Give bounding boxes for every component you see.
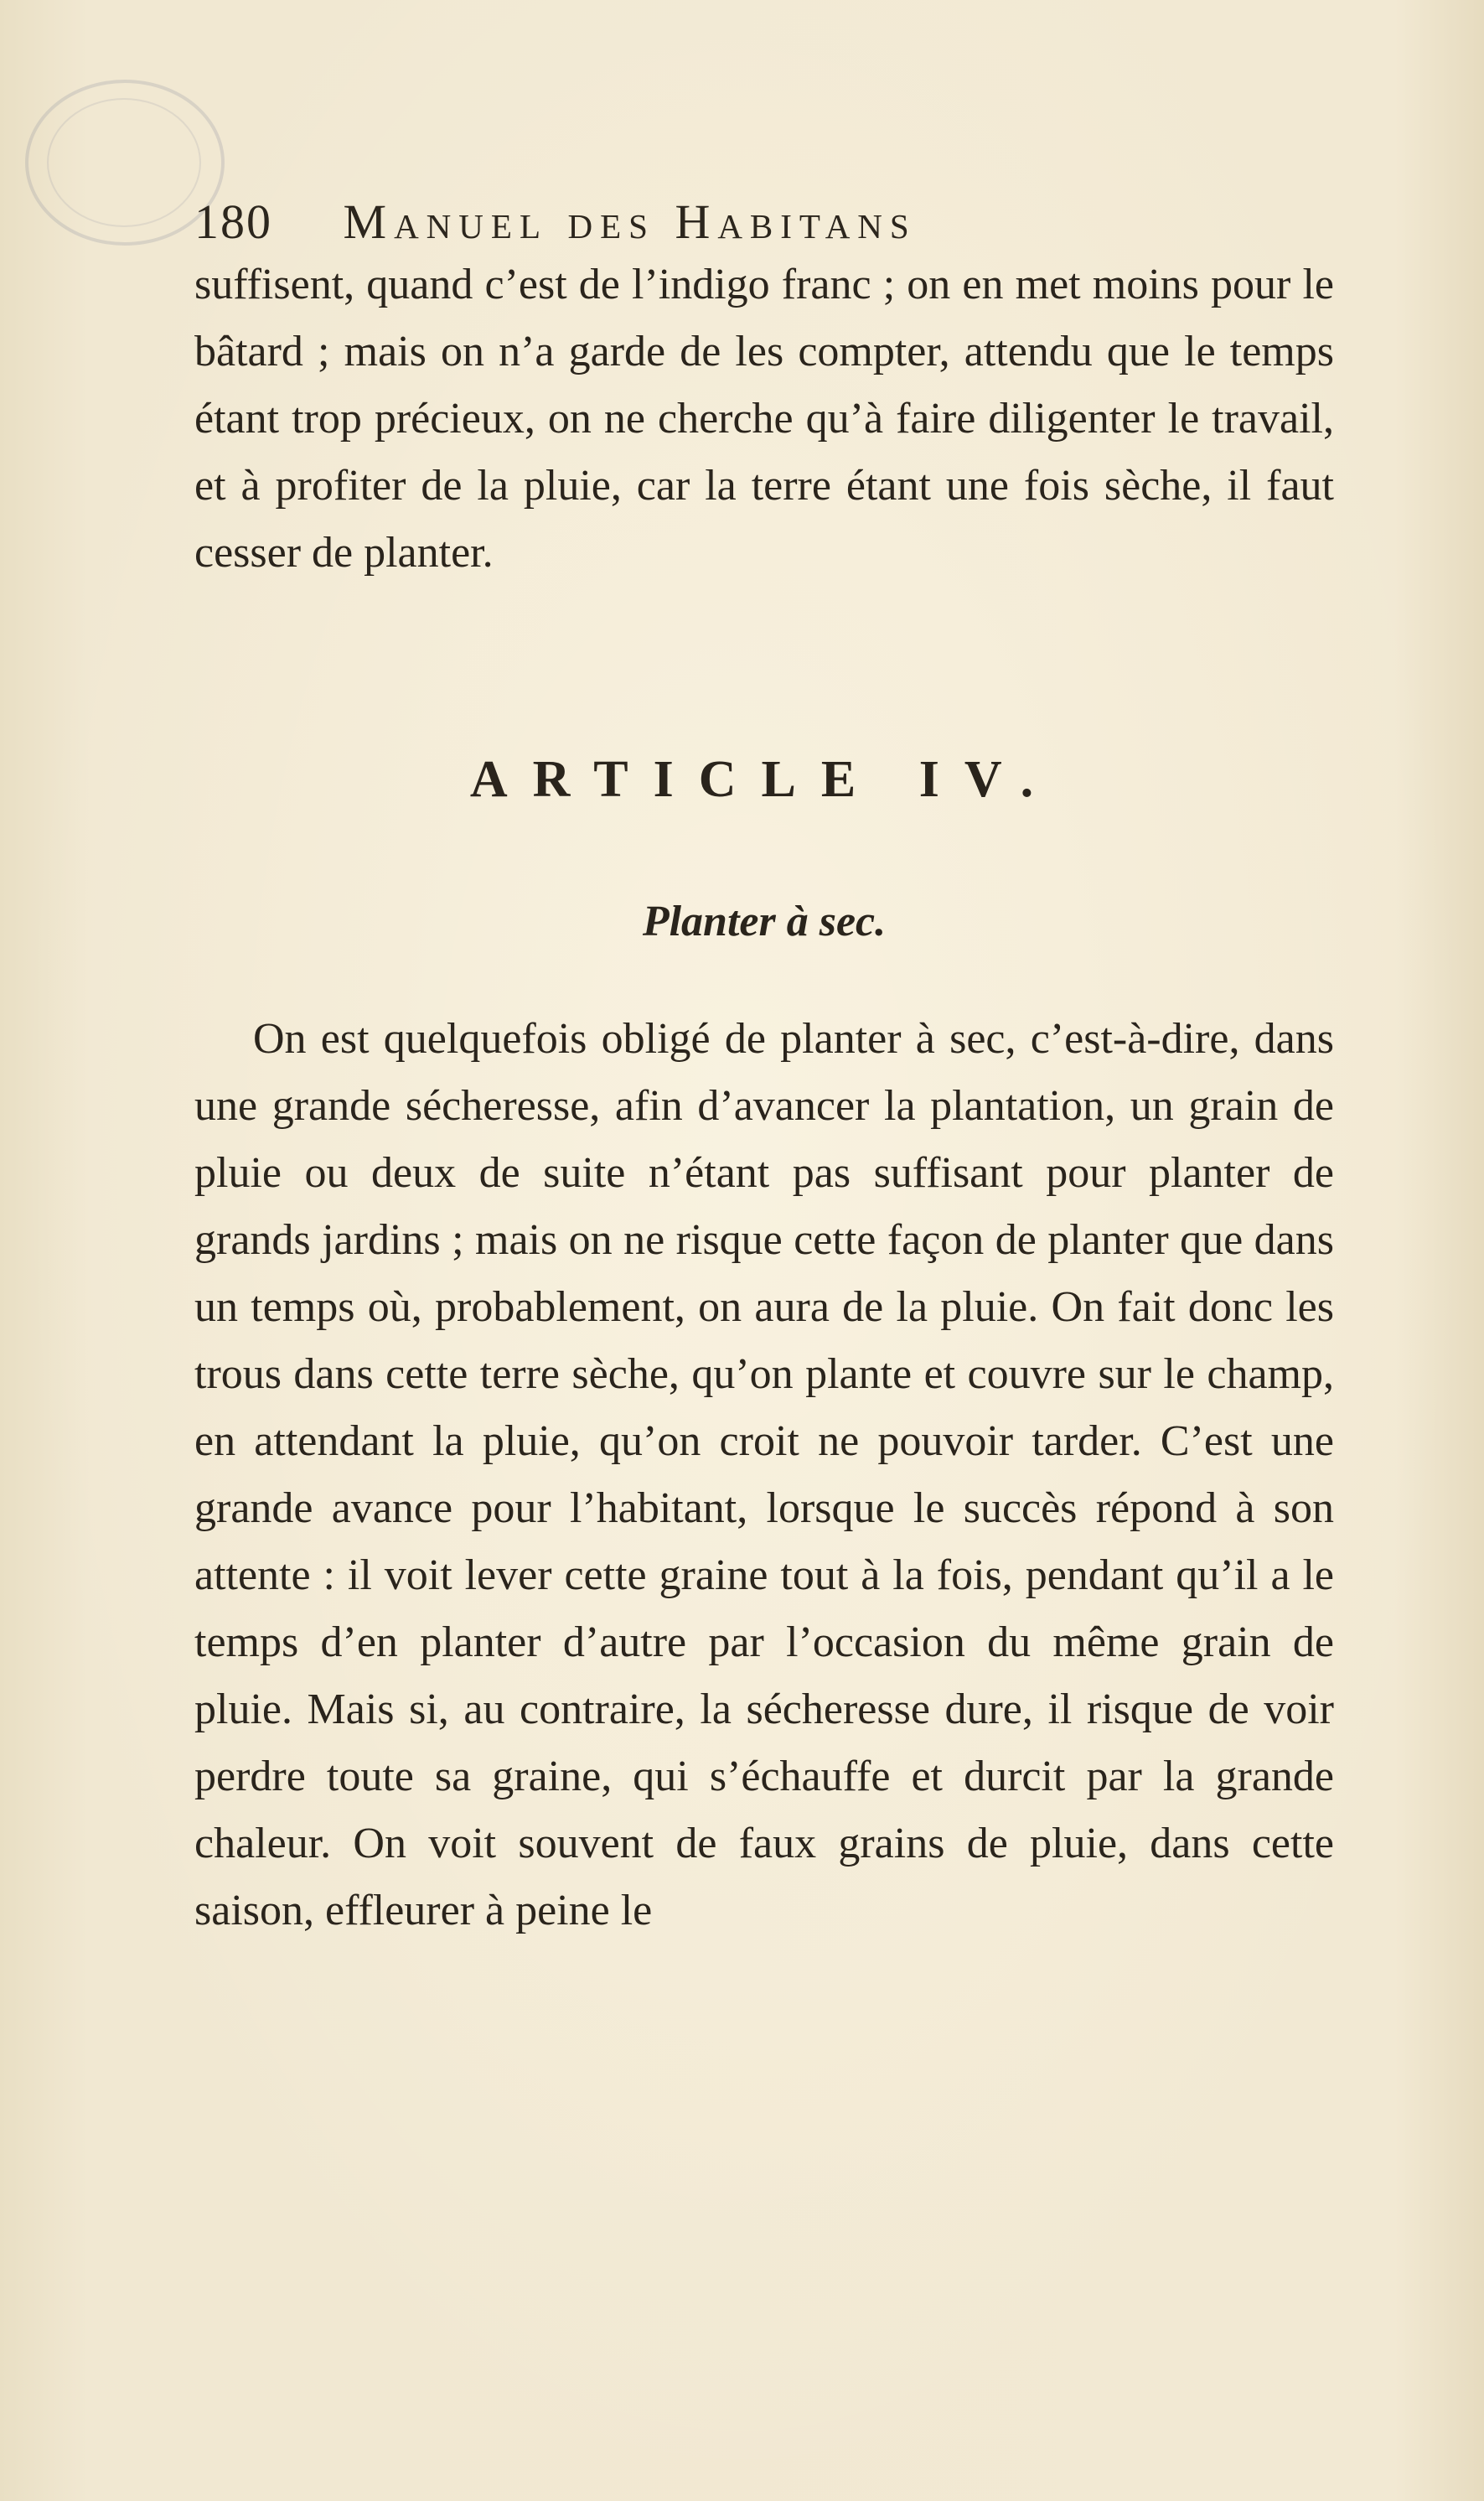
running-header — [194, 189, 1334, 256]
article-subheading: Planter à sec. — [642, 898, 887, 945]
page-number: 180 — [194, 194, 272, 249]
article-heading: ARTICLE IV. — [469, 751, 1059, 808]
article-body-paragraph: On est quelquefois obligé de planter à sec, c’est-à-dire, dans une grande sécheresse, afin d’avancer la plantation, un grain de pluie ou deux de suite n’étant pas suffisant pour planter de grands jardins ; mais on ne risque cette façon de planter que dans un temps où, probablement, on aura de la pluie. On fait donc les trous dans cette terre sèche, qu’on plante et couvre sur le champ, en attendant la pluie, qu’on croit ne pouvoir tarder. C’est une grande avance pour l’habitant, lorsque le succès répond à son attente : il voit lever cette graine tout à la fois, pendant qu’il a le temps d’en planter d’autre par l’occasion du même grain de pluie. Mais si, au contraire, la sécheresse dure, il risque de voir perdre toute sa graine, qui s’échauffe et durcit par la grande chaleur. On voit souvent de faux grains de pluie, dans cette saison, effleurer à peine le — [194, 1015, 1334, 1934]
running-title: Manuel des Habitans — [343, 194, 917, 249]
continuation-paragraph: suffisent, quand c’est de l’indigo franc ; on en met moins pour le bâtard ; mais on n’a garde de les compter, attendu que le temps étant trop précieux, on ne cherche qu’à faire diligenter le travail, et à profiter de la pluie, car la terre étant une fois sèche, il faut cesser de planter. — [194, 261, 1334, 577]
